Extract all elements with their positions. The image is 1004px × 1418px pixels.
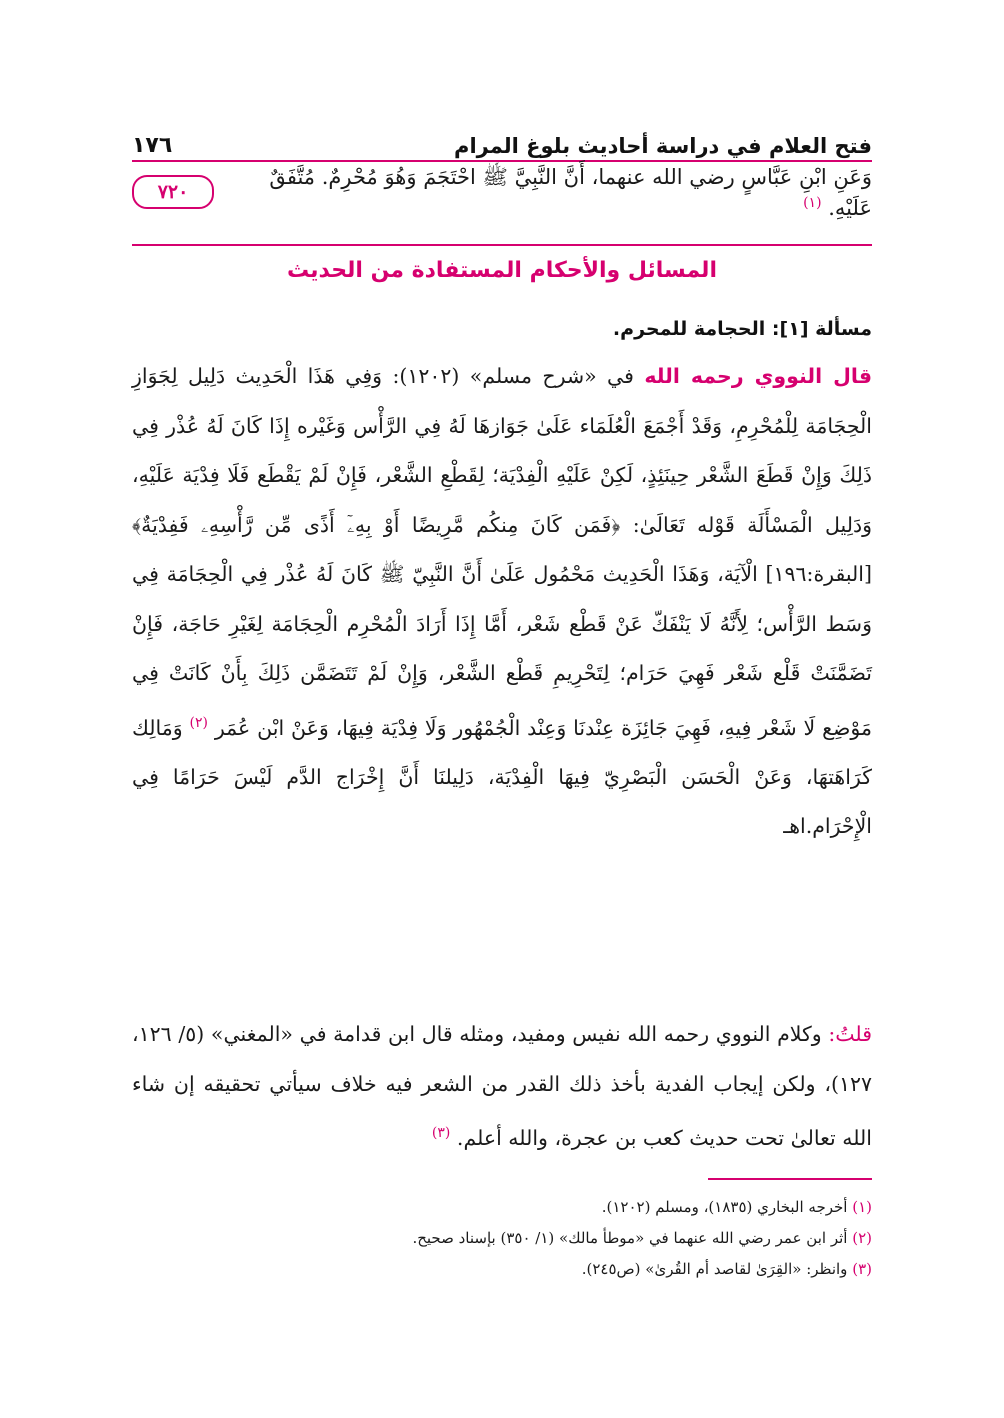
- section-divider: [132, 244, 872, 246]
- footnote-ref-3[interactable]: (٣): [431, 1125, 451, 1141]
- hadith-text-body: وَعَنِ ابْنِ عَبَّاسٍ رضي الله عنهما، أَنَّ النَّبِيَّ ﷺ احْتَجَمَ وَهُوَ مُحْرِمٌ. مُتَّفَقٌ عَلَيْهِ.: [269, 165, 872, 220]
- footnote-item: [132, 1254, 872, 1285]
- hadith-text: [226, 164, 872, 220]
- hadith-line: [132, 165, 872, 220]
- page-header: [132, 122, 872, 158]
- footnote-text: أخرجه البخاري (١٨٣٥)، ومسلم (١٢٠٢).: [601, 1198, 848, 1216]
- paragraph-nawawi: [132, 352, 872, 852]
- paragraph-text-continued: وَمَالِك كَرَاهَتهَا، وَعَنْ الْحَسَن الْبَصْرِيّ فِيهَا الْفِدْيَة، دَلِيلنَا أَنَّ إِخْرَاج الدَّم لَيْسَ حَرَامًا فِي الْإِحْرَام.اهـ: [132, 715, 872, 839]
- page-number: ١٧٦: [132, 133, 173, 158]
- footnote-ref-1[interactable]: (١): [803, 195, 822, 211]
- author-name: قال النووي رحمه الله: [644, 364, 873, 388]
- footnotes: [132, 1192, 872, 1285]
- issue-title: الحجامة للمحرم.: [612, 318, 766, 340]
- header-divider: [132, 160, 872, 162]
- paragraph-text: في «شرح مسلم» (١٢٠٢): وَفِي هَذَا الْحَدِيث دَلِيل لِجَوَازِ الْحِجَامَة لِلْمُحْرِمِ، وَقَدْ أَجْمَعَ الْعُلَمَاء عَلَىٰ جَوَازهَا لَهُ فِي الرَّأْس وَغَيْره إِذَا كَانَ لَهُ عُذْر فِي ذَلِكَ وَإِنْ قَطَعَ الشَّعْر حِينَئِذٍ، لَكِنْ عَلَيْهِ الْفِدْيَة؛ لِقَطْعِ الشَّعْر، فَإِنْ لَمْ يَقْطَع فَلَا فِدْيَة عَلَيْهِ، وَدَلِيل الْمَسْأَلَة قَوْله تَعَالَىٰ: ﴿فَمَن كَانَ مِنكُم مَّرِيضًا أَوْ بِهِۦٓ أَذًى مِّن رَّأْسِهِۦ فَفِدْيَةٌ﴾ [البقرة:١٩٦] الْآيَة، وَهَذَا الْحَدِيث مَحْمُول عَلَىٰ أَنَّ النَّبِيّ ﷺ كَانَ لَهُ عُذْر فِي الْحِجَامَة فِي وَسَط الرَّأْس؛ لِأَنَّهُ لَا يَنْفَكّ عَنْ قَطْع شَعْر، أَمَّا إِذَا أَرَادَ الْمُحْرِم الْحِجَامَة لِغَيْرِ حَاجَة، فَإِنْ تَضَمَّنَتْ قَلْع شَعْر فَهِيَ حَرَام؛ لِتَحْرِيمِ قَطْع الشَّعْر، وَإِنْ لَمْ تَتَضَمَّن ذَلِكَ بِأَنْ كَانَتْ فِي مَوْضِع لَا شَعْر فِيهِ، فَهِيَ جَائِزَة عِنْدنَا وَعِنْد الْجُمْهُور وَلَا فِدْيَة فِيهَا، وَعَنْ ابْن عُمَر: [132, 364, 872, 740]
- book-title: فتح العلام في دراسة أحاديث بلوغ المرام: [454, 134, 872, 158]
- footnote-number: (١): [852, 1198, 872, 1216]
- hadith-number-badge: ٧٢٠: [132, 175, 214, 209]
- footnote-text: أثر ابن عمر رضي الله عنهما في «موطأ مالك» (١/ ٣٥٠) بإسناد صحيح.: [412, 1229, 848, 1247]
- issue-heading: [132, 318, 872, 340]
- comment-lead: قلتُ:: [828, 1022, 872, 1046]
- footnote-divider: [708, 1178, 872, 1180]
- issue-label: مسألة [١]:: [771, 318, 872, 340]
- paragraph-comment: [132, 1010, 872, 1163]
- footnote-ref-2[interactable]: (٢): [189, 714, 208, 731]
- comment-text: وكلام النووي رحمه الله نفيس ومفيد، ومثله قال ابن قدامة في «المغني» (٥/ ١٢٦، ١٢٧)، ولكن إيجاب الفدية بأخذ ذلك القدر من الشعر فيه خلاف سيأتي تحقيقه إن شاء الله تعالىٰ تحت حديث كعب بن عجرة، والله أعلم.: [132, 1022, 872, 1150]
- section-title: المسائل والأحكام المستفادة من الحديث: [287, 258, 717, 283]
- footnote-number: (٣): [852, 1260, 872, 1278]
- footnote-item: [132, 1192, 872, 1223]
- footnote-text: وانظر: «القِرَىٰ لقاصد أم القُرىٰ» (ص٢٤٥).: [581, 1260, 848, 1278]
- footnote-item: [132, 1223, 872, 1254]
- footnote-number: (٢): [852, 1229, 872, 1247]
